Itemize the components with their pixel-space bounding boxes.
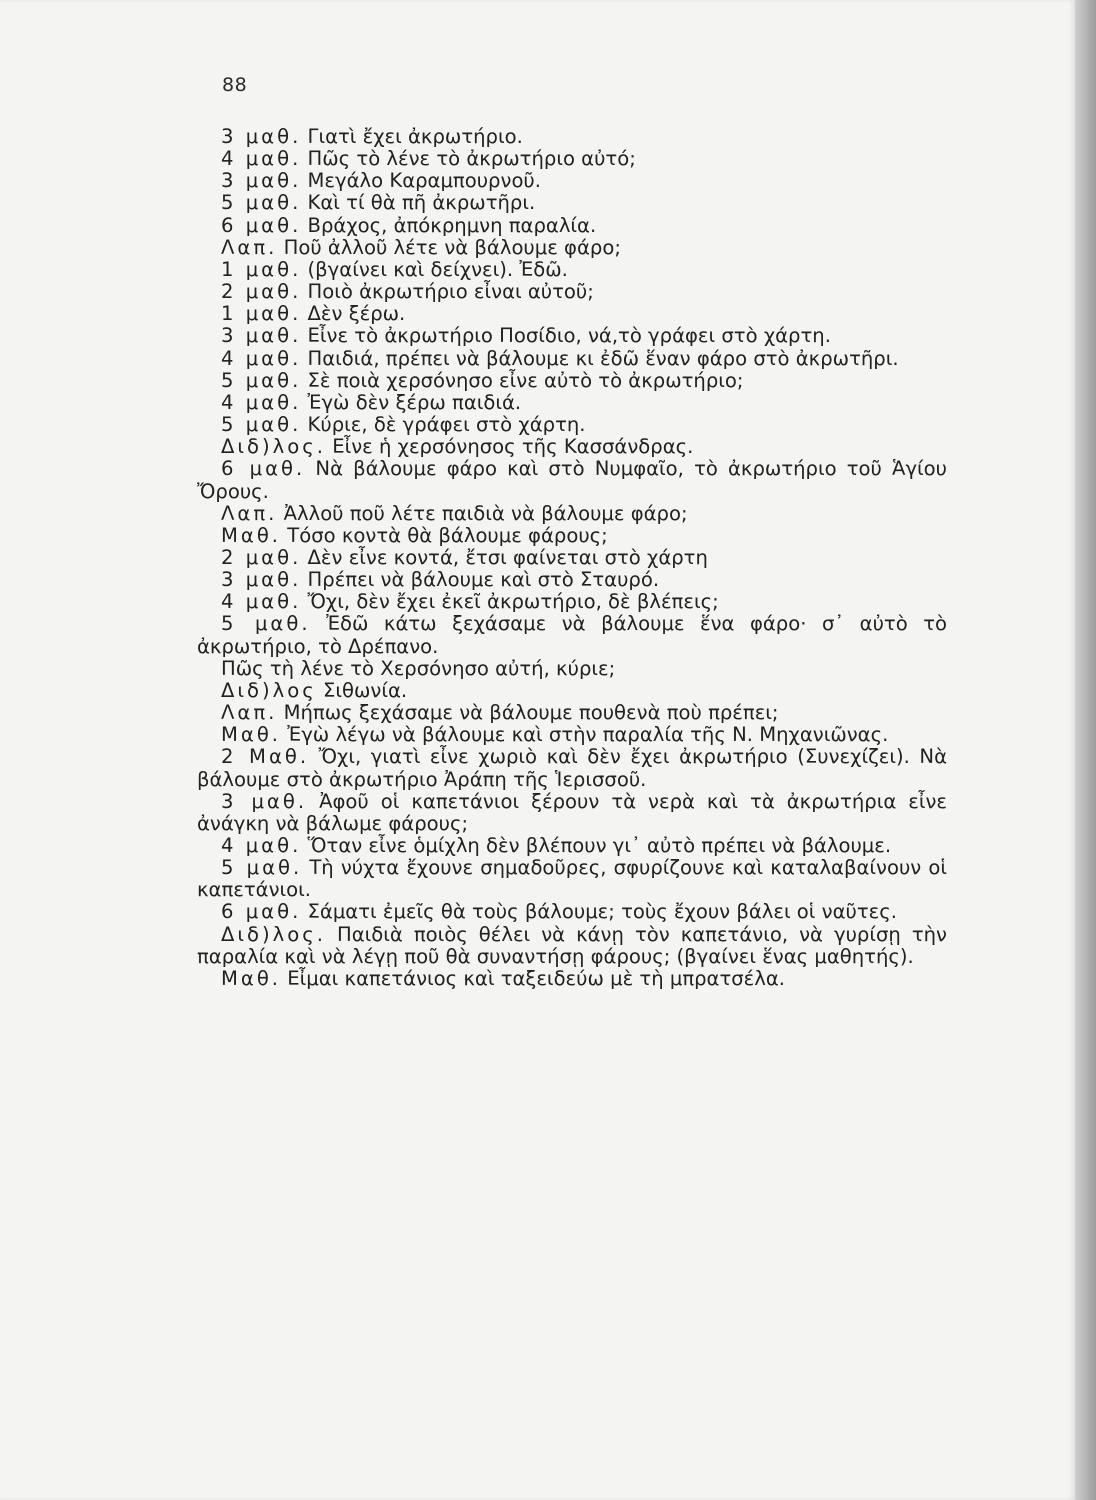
line-text: Παιδιά, πρέπει νὰ βάλουμε κι ἐδῶ ἕναν φάρο στὸ ἀκρωτῆρι.	[307, 346, 899, 370]
speaker-label: 4 μαθ.	[221, 590, 302, 614]
dialogue-line	[197, 303, 947, 325]
line-text: Ὄχι, γιατὶ εἶνε χωριὸ καὶ δὲν ἔχει ἀκρωτήριο (Συνεχίζει). Νὰ βάλουμε στὸ ἀκρωτήριο Ἀράπη τῆς Ἱερισσοῦ.	[197, 745, 947, 791]
line-text: Εἶνε ἡ χερσόνησος τῆς Κασσάνδρας.	[332, 435, 694, 459]
dialogue-line	[197, 924, 947, 968]
speaker-label: 3 μαθ.	[221, 125, 302, 148]
line-text: Ποῦ ἀλλοῦ λέτε νὰ βάλουμε φάρο;	[283, 235, 621, 259]
speaker-label: 4 μαθ.	[221, 390, 302, 414]
speaker-label: 5 μαθ.	[221, 856, 303, 880]
line-text: Ὄχι, δὲν ἔχει ἐκεῖ ἀκρωτήριο, δὲ βλέπεις;	[307, 590, 719, 614]
line-text: Ἐγὼ λέγω νὰ βάλουμε καὶ στὴν παραλία τῆς Ν. Μηχανιῶνας.	[287, 723, 889, 747]
dialogue-line	[197, 392, 947, 414]
dialogue-line	[197, 348, 947, 370]
dialogue-line	[197, 525, 947, 547]
speaker-label: Διδ)λος.	[221, 922, 326, 946]
speaker-label: 4 μαθ.	[221, 834, 302, 857]
line-text: Πῶς τὸ λένε τὸ ἀκρωτήριο αὐτό;	[307, 147, 636, 171]
speaker-label: 5 μαθ.	[221, 368, 302, 392]
line-text: Ἐγὼ δὲν ξέρω παιδιά.	[307, 390, 522, 414]
dialogue-line	[197, 680, 947, 702]
line-text: Μεγάλο Καραμπουρνοῦ.	[307, 169, 541, 193]
speaker-label: 2 μαθ.	[221, 545, 302, 569]
speaker-label: 5 μαθ.	[221, 413, 302, 437]
speaker-label: Διδ)λος	[221, 678, 317, 702]
dialogue-line	[197, 259, 947, 281]
speaker-label: 5 μαθ.	[221, 191, 302, 215]
dialogue-line	[197, 591, 947, 613]
line-text: Πρέπει νὰ βάλουμε καὶ στὸ Σταυρό.	[307, 568, 660, 592]
speaker-label: 4 μαθ.	[221, 346, 302, 370]
dialogue-line	[197, 325, 947, 347]
line-text: Γιατὶ ἔχει ἀκρωτήριο.	[307, 125, 523, 148]
speaker-label: 3 μαθ.	[221, 169, 302, 193]
line-text: Κύριε, δὲ γράφει στὸ χάρτη.	[307, 413, 586, 437]
speaker-label: Λαπ.	[221, 235, 278, 259]
page-number: 88	[222, 74, 248, 96]
dialogue-line	[197, 148, 947, 170]
speaker-label: Λαπ.	[221, 701, 278, 725]
line-text: Δὲν εἶνε κοντά, ἔτσι φαίνεται στὸ χάρτη	[307, 545, 708, 569]
dialogue-line	[197, 547, 947, 569]
speaker-label: 6 μαθ.	[221, 213, 302, 237]
speaker-label: 1 μαθ.	[221, 257, 302, 281]
dialogue-text	[197, 126, 947, 990]
speaker-label: 4 μαθ.	[221, 147, 302, 171]
dialogue-line	[197, 237, 947, 259]
line-text: Βράχος, ἀπόκρημνη παραλία.	[307, 213, 597, 237]
line-text: Καὶ τί θὰ πῆ ἀκρωτῆρι.	[307, 191, 536, 215]
line-text: Πῶς τὴ λένε τὸ Χερσόνησο αὐτή, κύριε;	[221, 656, 616, 680]
line-text: Μήπως ξεχάσαμε νὰ βάλουμε πουθενὰ ποὺ πρέπει;	[283, 701, 779, 725]
speaker-label: 5 μαθ.	[221, 612, 311, 636]
line-text: Ποιὸ ἀκρωτήριο εἶναι αὐτοῦ;	[307, 280, 594, 304]
line-text: Σάματι ἐμεῖς θὰ τοὺς βάλουμε; τοὺς ἔχουν βάλει οἱ ναῦτες.	[307, 900, 897, 924]
page-edge	[1075, 0, 1096, 1500]
line-text: Εἶμαι καπετάνιος καὶ ταξειδεύω μὲ τὴ μπρατσέλα.	[287, 966, 786, 990]
line-text: Δὲν ξέρω.	[307, 302, 406, 326]
dialogue-line	[197, 170, 947, 192]
dialogue-line	[197, 724, 947, 746]
dialogue-line	[197, 281, 947, 303]
dialogue-line	[197, 370, 947, 392]
speaker-label: Λαπ.	[221, 501, 278, 525]
line-text: Ἀφοῦ οἱ καπετάνιοι ξέρουν τὰ νερὰ καὶ τὰ ἀκρωτήρια εἶνε ἀνάγκη νὰ βάλωμε φάρους;	[197, 789, 947, 835]
dialogue-line	[197, 901, 947, 923]
dialogue-line	[197, 569, 947, 591]
dialogue-line	[197, 857, 947, 901]
dialogue-line	[197, 613, 947, 657]
dialogue-line	[197, 658, 947, 680]
dialogue-line	[197, 458, 947, 502]
dialogue-line	[197, 702, 947, 724]
speaker-label: 3 μαθ.	[221, 789, 308, 813]
dialogue-line	[197, 746, 947, 790]
dialogue-line	[197, 791, 947, 835]
speaker-label: 6 μαθ.	[221, 457, 306, 481]
speaker-label: 3 μαθ.	[221, 324, 302, 348]
speaker-label: 6 μαθ.	[221, 900, 302, 924]
line-text: Ἀλλοῦ ποῦ λέτε παιδιὰ νὰ βάλουμε φάρο;	[283, 501, 688, 525]
line-text: Εἶνε τὸ ἀκρωτήριο Ποσίδιο, νά,τὸ γράφει στὸ χάρτη.	[307, 324, 831, 348]
line-text: Τὴ νύχτα ἔχουνε σημαδοῦρες, σφυρίζουνε καὶ καταλαβαίνουν οἱ καπετάνιοι.	[197, 856, 947, 902]
line-text: Τόσο κοντὰ θὰ βάλουμε φάρους;	[287, 523, 608, 547]
speaker-label: 2 Μαθ.	[221, 745, 310, 769]
line-text: Σὲ ποιὰ χερσόνησο εἶνε αὐτὸ τὸ ἀκρωτήριο;	[307, 368, 744, 392]
speaker-label: Μαθ.	[221, 723, 282, 747]
dialogue-line	[197, 126, 947, 148]
speaker-label: 1 μαθ.	[221, 302, 302, 326]
speaker-label: Διδ)λος.	[221, 435, 326, 459]
dialogue-line	[197, 968, 947, 990]
dialogue-line	[197, 503, 947, 525]
speaker-label: Μαθ.	[221, 523, 282, 547]
line-text: (βγαίνει καὶ δείχνει). Ἐδῶ.	[307, 257, 568, 281]
dialogue-line	[197, 436, 947, 458]
dialogue-line	[197, 192, 947, 214]
dialogue-line	[197, 414, 947, 436]
line-text: Ὅταν εἶνε ὁμίχλη δὲν βλέπουν γι᾽ αὐτὸ πρέπει νὰ βάλουμε.	[307, 834, 892, 857]
line-text: Παιδιὰ ποιὸς θέλει νὰ κάνῃ τὸν καπετάνιο, νὰ γυρίσῃ τὴν παραλία καὶ νὰ λέγῃ ποῦ θὰ συναντήσῃ φάρους; (βγαίνει ἕνας μαθητής).	[197, 922, 947, 968]
speaker-label: 2 μαθ.	[221, 280, 302, 304]
dialogue-line	[197, 835, 947, 857]
dialogue-line	[197, 215, 947, 237]
line-text: Νὰ βάλουμε φάρο καὶ στὸ Νυμφαῖο, τὸ ἀκρωτήριο τοῦ Ἁγίου Ὄρους.	[197, 457, 947, 503]
speaker-label: Μαθ.	[221, 966, 282, 990]
line-text: Ἐδῶ κάτω ξεχάσαμε νὰ βάλουμε ἕνα φάρο· σ᾽ αὐτὸ τὸ ἀκρωτήριο, τὸ Δρέπανο.	[197, 612, 948, 658]
speaker-label: 3 μαθ.	[221, 568, 302, 592]
line-text: Σιθωνία.	[322, 678, 408, 702]
